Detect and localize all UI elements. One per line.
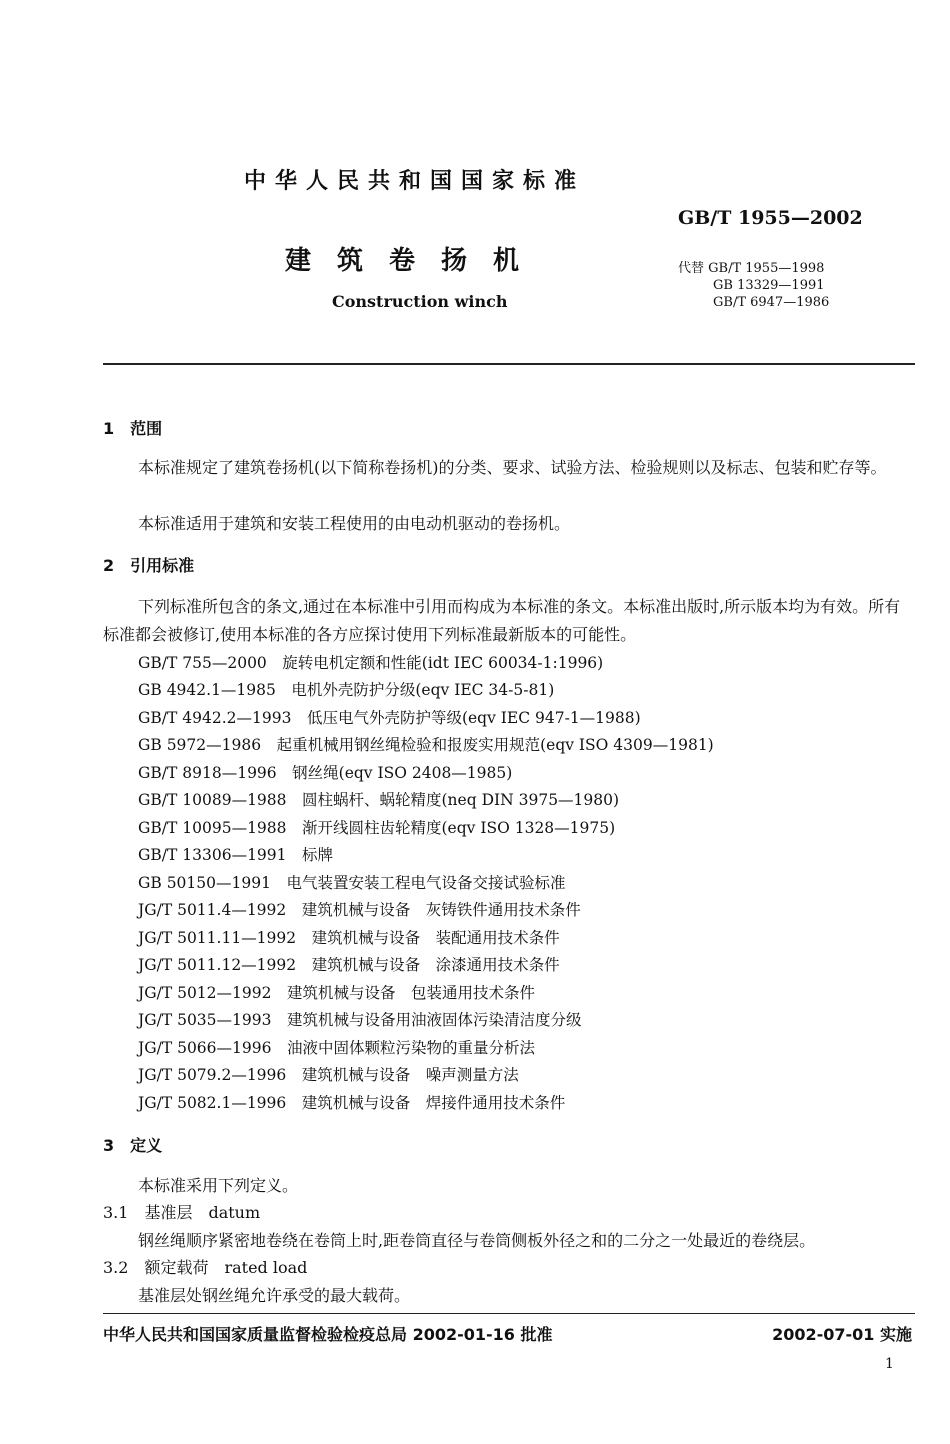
- definition-term: 3.2 额定载荷 rated load: [103, 1258, 308, 1277]
- reference-item: JG/T 5012—1992 建筑机械与设备 包装通用技术条件: [138, 984, 535, 1002]
- reference-item: JG/T 5079.2—1996 建筑机械与设备 噪声测量方法: [138, 1066, 519, 1084]
- definition-text: 基准层处钢丝绳允许承受的最大载荷。: [138, 1286, 411, 1305]
- header-divider: [103, 363, 915, 365]
- standard-number: GB/T 1955—2002: [678, 207, 863, 229]
- section-1-paragraph: 本标准规定了建筑卷扬机(以下简称卷扬机)的分类、要求、试验方法、检验规则以及标志、包装和贮存等。: [138, 458, 887, 477]
- replaces-line: GB/T 6947—1986: [713, 295, 830, 310]
- section-1-heading: 1 范围: [103, 419, 163, 438]
- replaces-line: GB 13329—1991: [713, 278, 825, 293]
- reference-item: GB 5972—1986 起重机械用钢丝绳检验和报废实用规范(eqv ISO 4309—1981): [138, 736, 714, 754]
- section-1-paragraph: 本标准适用于建筑和安装工程使用的由电动机驱动的卷扬机。: [138, 514, 571, 533]
- reference-item: JG/T 5011.11—1992 建筑机械与设备 装配通用技术条件: [138, 929, 560, 947]
- reference-item: JG/T 5011.4—1992 建筑机械与设备 灰铸铁件通用技术条件: [138, 901, 581, 919]
- section-2-heading: 2 引用标准: [103, 556, 195, 575]
- section-3-heading: 3 定义: [103, 1136, 163, 1155]
- reference-item: GB/T 755—2000 旋转电机定额和性能(idt IEC 60034-1:1996): [138, 654, 604, 672]
- document-title-english: Construction winch: [332, 292, 508, 311]
- reference-item: GB 4942.1—1985 电机外壳防护分级(eqv IEC 34-5-81): [138, 681, 555, 699]
- reference-item: GB/T 10089—1988 圆柱蜗杆、蜗轮精度(neq DIN 3975—1980): [138, 791, 620, 809]
- reference-item: GB/T 10095—1988 渐开线圆柱齿轮精度(eqv ISO 1328—1975): [138, 819, 616, 837]
- effective-date: 2002-07-01 实施: [772, 1325, 912, 1344]
- reference-item: JG/T 5011.12—1992 建筑机械与设备 涂漆通用技术条件: [138, 956, 560, 974]
- section-3-intro: 本标准采用下列定义。: [138, 1176, 299, 1195]
- reference-item: JG/T 5035—1993 建筑机械与设备用油液固体污染清洁度分级: [138, 1011, 582, 1029]
- reference-item: GB/T 4942.2—1993 低压电气外壳防护等级(eqv IEC 947-1—1988): [138, 709, 641, 727]
- reference-item: GB/T 8918—1996 钢丝绳(eqv ISO 2408—1985): [138, 764, 513, 782]
- reference-item: GB 50150—1991 电气装置安装工程电气设备交接试验标准: [138, 874, 566, 892]
- approval-line: 中华人民共和国国家质量监督检验检疫总局 2002-01-16 批准: [103, 1325, 553, 1344]
- standard-category: 中华人民共和国国家标准: [244, 169, 586, 194]
- footer-divider: [103, 1313, 915, 1314]
- reference-item: JG/T 5082.1—1996 建筑机械与设备 焊接件通用技术条件: [138, 1094, 566, 1112]
- reference-item: JG/T 5066—1996 油液中固体颗粒污染物的重量分析法: [138, 1039, 535, 1057]
- definition-text: 钢丝绳顺序紧密地卷绕在卷筒上时,距卷筒直径与卷筒侧板外径之和的二分之一处最近的卷绕层。: [138, 1231, 816, 1250]
- document-title: 建筑卷扬机: [285, 246, 546, 276]
- section-2-paragraph: 下列标准所包含的条文,通过在本标准中引用而构成为本标准的条文。本标准出版时,所示版本均为有效。所有标准都会被修订,使用本标准的各方应探讨使用下列标准最新版本的可能性。: [103, 597, 901, 644]
- replaces-block: [678, 260, 829, 311]
- replaces-line: 代替 GB/T 1955—1998: [678, 261, 825, 276]
- page-number: 1: [885, 1356, 894, 1372]
- reference-item: GB/T 13306—1991 标牌: [138, 846, 334, 864]
- definition-term: 3.1 基准层 datum: [103, 1203, 261, 1222]
